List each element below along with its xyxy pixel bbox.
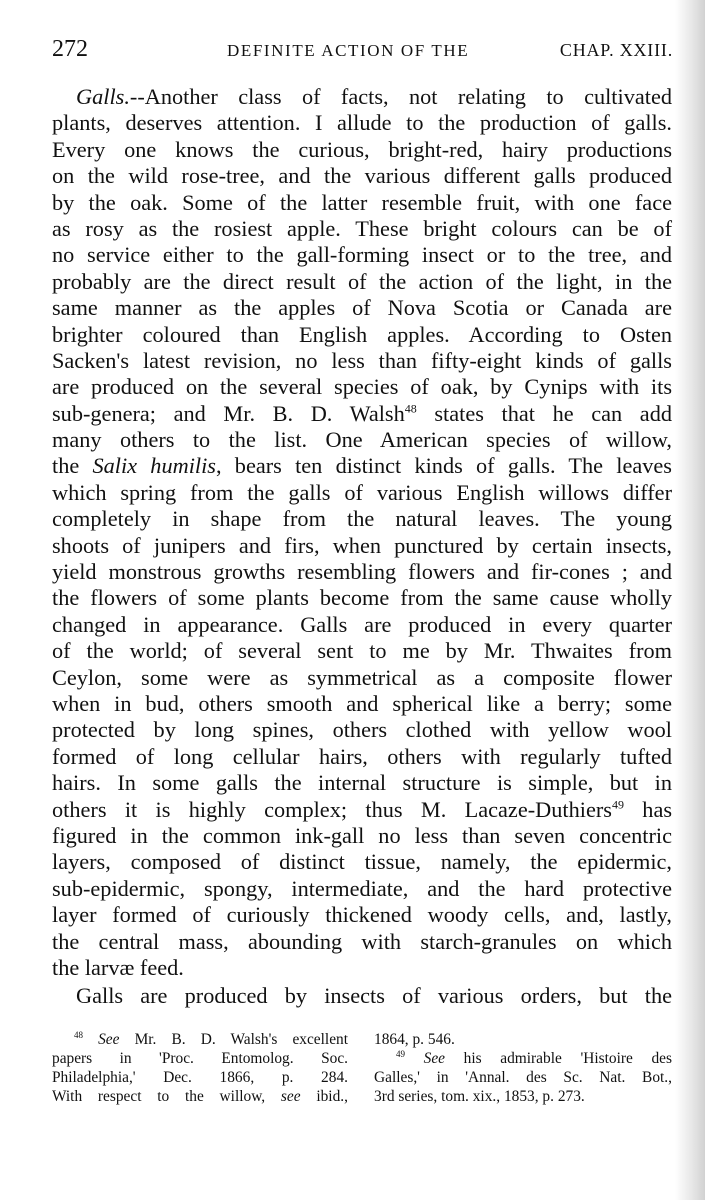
run-in-heading: Galls. — [76, 84, 130, 109]
text-line: figured in the common ink-gall no less than seven concentric — [52, 822, 672, 848]
text-run: ibid., — [300, 1088, 348, 1105]
text-run: the — [52, 453, 93, 479]
footnote-marker: 49 — [396, 1048, 405, 1059]
text-line: layer formed of curiously thickened woody cells, and, lastly, — [52, 902, 672, 928]
text-line — [52, 401, 672, 427]
text-run: Mr. B. D. Walsh's excellent — [119, 1031, 348, 1048]
page-number: 272 — [52, 36, 88, 62]
text-line: same manner as the apples of Nova Scotia or Canada are — [52, 295, 672, 321]
text-run: See — [423, 1050, 446, 1067]
text-run: others it is highly complex; thus M. Lacaze-Duthiers — [52, 796, 612, 822]
text-run: --Another class of facts, not relating to cultivated — [129, 84, 672, 109]
text-line: sub-epidermic, spongy, intermediate, and the hard protective — [52, 875, 672, 901]
footnote-line: 3rd series, tom. xix., 1853, p. 273. — [374, 1088, 585, 1105]
footnote-line: Galles,' in 'Annal. des Sc. Nat. Bot., — [374, 1069, 672, 1086]
footnote-line: papers in 'Proc. Entomolog. Soc. — [52, 1050, 348, 1067]
page-header — [52, 36, 673, 70]
text-line: on the wild rose-tree, and the various different galls produced — [52, 163, 672, 189]
text-line: changed in appearance. Galls are produced in every quarter — [52, 611, 672, 637]
footnote-ref-48: 48 — [404, 401, 417, 416]
footnote-column-left — [52, 1030, 348, 1106]
text-line: the flowers of some plants become from the same cause wholly — [52, 585, 672, 611]
text-run: see — [280, 1088, 301, 1105]
text-line: probably are the direct result of the action of the light, in the — [52, 268, 672, 294]
footnote-marker: 48 — [74, 1029, 83, 1040]
text-run: his admirable 'Histoire des — [445, 1050, 672, 1067]
text-line — [52, 453, 672, 479]
text-line: Sacken's latest revision, no less than fifty-eight kinds of galls — [52, 347, 672, 373]
text-line: the central mass, abounding with starch-granules on which — [52, 928, 672, 954]
text-line: as rosy as the rosiest apple. These bright colours can be of — [52, 215, 672, 241]
text-line: Every one knows the curious, bright-red, hairy productions — [52, 136, 672, 162]
text-line: the larvæ feed. — [52, 954, 184, 980]
text-line: protected by long spines, others clothed with yellow wool — [52, 717, 672, 743]
footnote-line — [374, 1049, 672, 1068]
paragraph-2 — [52, 983, 672, 1009]
paragraph-1 — [52, 84, 672, 981]
text-run: With respect to the willow, — [52, 1088, 281, 1105]
text-run: sub-genera; and Mr. B. D. Walsh — [52, 400, 405, 426]
text-line: brighter coloured than English apples. According to Osten — [52, 321, 672, 347]
text-line: by the oak. Some of the latter resemble fruit, with one face — [52, 189, 672, 215]
text-line: when in bud, others smooth and spherical like a berry; some — [52, 690, 672, 716]
text-line: of the world; of several sent to me by Mr. Thwaites from — [52, 638, 672, 664]
text-run: , bears ten distinct kinds of galls. The leaves — [215, 453, 672, 479]
text-line: Ceylon, some were as symmetrical as a composite flower — [52, 664, 672, 690]
body-text — [52, 84, 672, 1010]
running-title: DEFINITE ACTION OF THE — [227, 41, 470, 60]
text-line: no service either to the gall-forming insect or to the tree, and — [52, 242, 672, 268]
text-line: completely in shape from the natural leaves. The young — [52, 506, 672, 532]
footnote-line — [52, 1087, 348, 1106]
text-line: hairs. In some galls the internal structure is simple, but in — [52, 770, 672, 796]
text-line: are produced on the several species of oak, by Cynips with its — [52, 374, 672, 400]
text-line: plants, deserves attention. I allude to the production of galls. — [52, 110, 672, 136]
footnote-line: Philadelphia,' Dec. 1866, p. 284. — [52, 1069, 348, 1086]
text-line: yield monstrous growths resembling flowers and fir-cones ; and — [52, 559, 672, 585]
text-line: formed of long cellular hairs, others with regularly tufted — [52, 743, 672, 769]
text-line — [52, 84, 672, 110]
page-edge-shadow — [675, 0, 705, 1200]
text-run: states that he can add — [416, 400, 672, 426]
footnote-line — [52, 1030, 348, 1049]
text-line: which spring from the galls of various English willows differ — [52, 479, 672, 505]
text-run: has — [623, 796, 673, 822]
text-line: Galls are produced by insects of various orders, but the — [76, 983, 672, 1009]
text-run: See — [98, 1031, 120, 1048]
species-name: Salix humilis — [92, 453, 216, 479]
footnote-ref-49: 49 — [611, 797, 624, 812]
footnote-column-right — [374, 1030, 672, 1106]
text-line: shoots of junipers and firs, when punctured by certain insects, — [52, 532, 672, 558]
footnote-line: 1864, p. 546. — [374, 1031, 455, 1048]
text-line: layers, composed of distinct tissue, namely, the epidermic, — [52, 849, 672, 875]
text-line — [52, 797, 672, 823]
chapter-label: CHAP. XXIII. — [559, 40, 673, 60]
text-line: many others to the list. One American species of willow, — [52, 427, 672, 453]
